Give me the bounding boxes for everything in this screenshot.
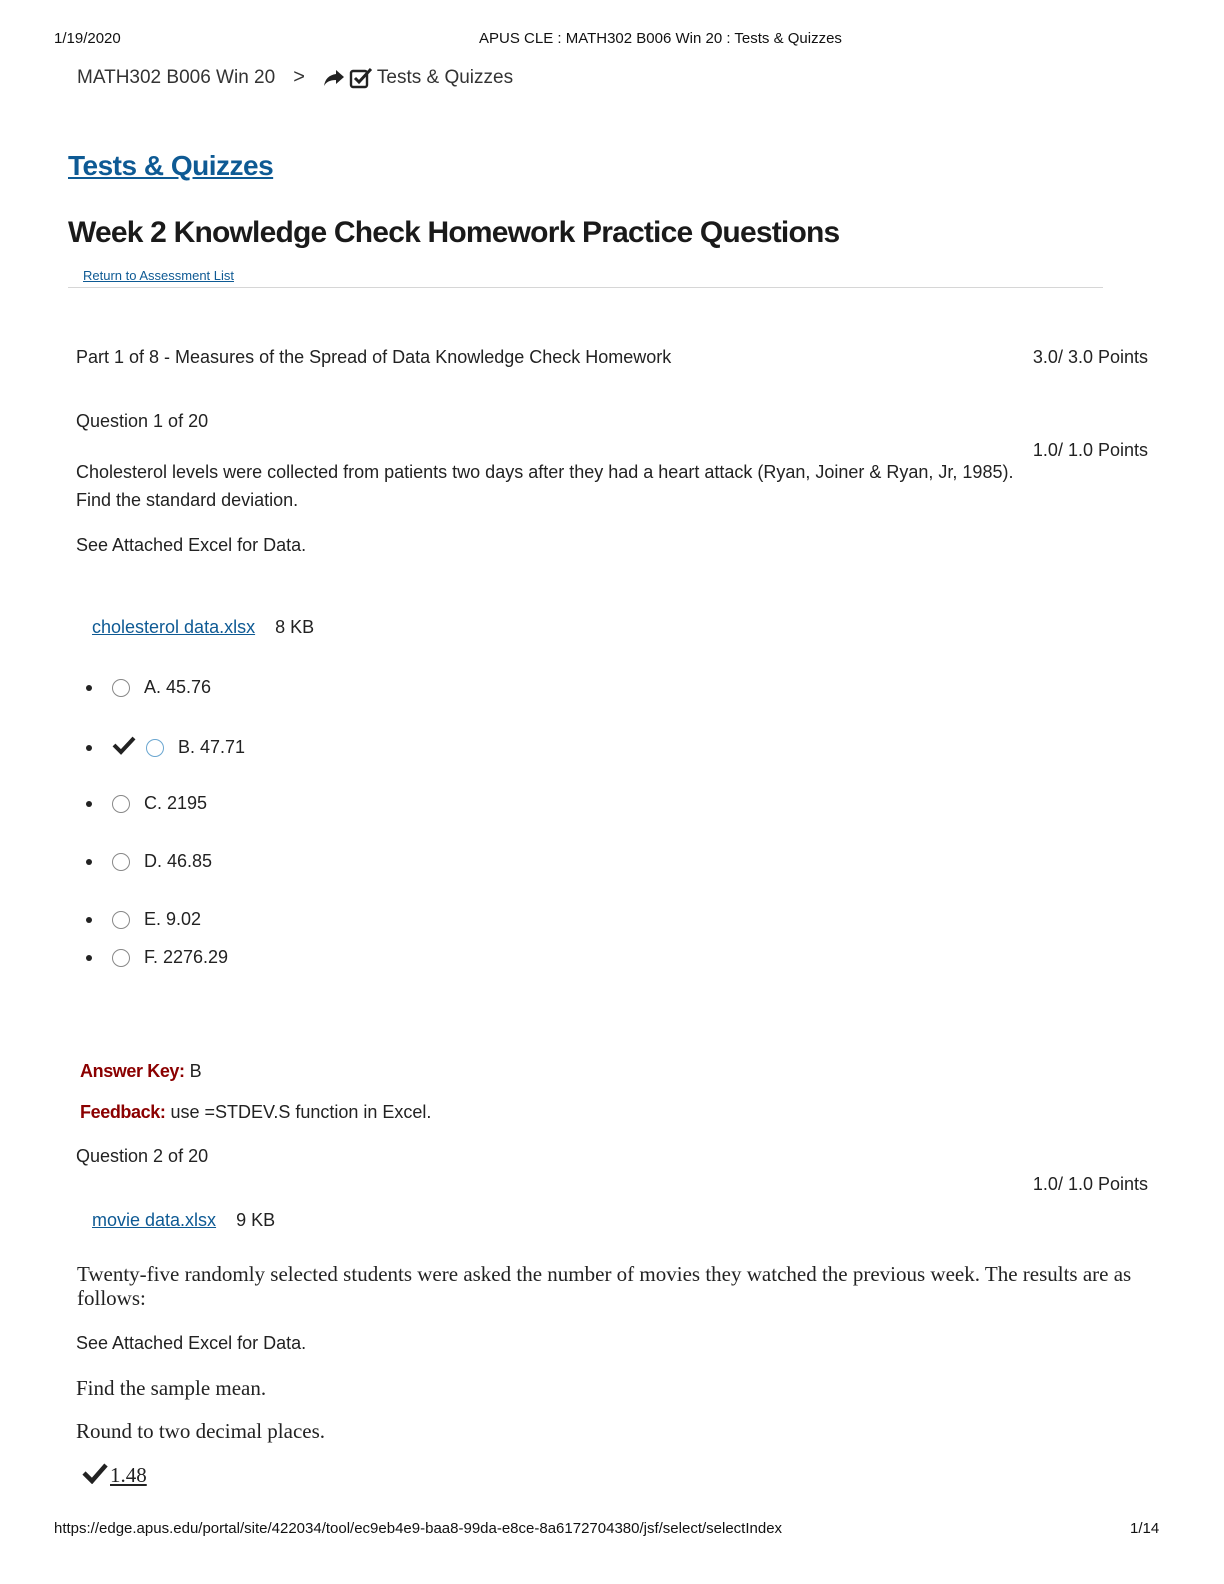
feedback-label: Feedback: — [80, 1102, 166, 1122]
feedback — [80, 1102, 431, 1123]
question-1-text — [76, 458, 1016, 514]
option-d[interactable] — [84, 851, 212, 872]
question-2-instruction-1: Find the sample mean. — [76, 1376, 267, 1400]
breadcrumb-course[interactable]: MATH302 B006 Win 20 — [77, 66, 276, 88]
radio-button[interactable] — [146, 739, 164, 757]
option-c[interactable] — [84, 793, 207, 814]
option-label: A. 45.76 — [144, 677, 212, 697]
bullet — [86, 801, 92, 807]
tests-quizzes-link[interactable]: Tests & Quizzes — [68, 150, 274, 181]
question-1-file-size: 8 KB — [275, 617, 315, 637]
option-label: C. 2195 — [144, 793, 208, 813]
answer-key-value: B — [189, 1061, 202, 1081]
breadcrumb-current: Tests & Quizzes — [376, 66, 514, 88]
question-2-see-attached: See Attached Excel for Data. — [76, 1333, 307, 1353]
radio-button[interactable] — [112, 679, 130, 697]
option-a[interactable] — [84, 677, 211, 698]
breadcrumb-separator: > — [293, 66, 305, 88]
question-2-answer-value: 1.48 — [110, 1463, 147, 1487]
print-footer-page: 1/14 — [1130, 1520, 1160, 1537]
checkbox-check-icon — [349, 67, 373, 89]
question-2-attachment — [92, 1210, 275, 1231]
print-date: 1/19/2020 — [54, 30, 121, 47]
checkmark-icon — [112, 735, 136, 760]
breadcrumb — [77, 66, 513, 89]
radio-button[interactable] — [112, 795, 130, 813]
question-2-number: Question 2 of 20 — [76, 1146, 209, 1166]
question-1-points: 1.0/ 1.0 Points — [1032, 440, 1148, 460]
print-title: APUS CLE : MATH302 B006 Win 20 : Tests & Quizzes — [479, 30, 842, 47]
question-1-see-attached: See Attached Excel for Data. — [76, 535, 307, 555]
answer-key-label: Answer Key: — [80, 1061, 185, 1081]
option-label: E. 9.02 — [144, 909, 202, 929]
option-e[interactable] — [84, 909, 201, 930]
question-1-number: Question 1 of 20 — [76, 411, 209, 431]
question-1-text-line2: Find the standard deviation. — [76, 490, 299, 510]
question-2-file-size: 9 KB — [236, 1210, 276, 1230]
question-1-text-line1: Cholesterol levels were collected from patients two days after they had a heart attack (Ryan, Joiner & Ryan, Jr, 1985). — [76, 462, 1014, 482]
feedback-value: use =STDEV.S function in Excel. — [170, 1102, 432, 1122]
radio-button[interactable] — [112, 853, 130, 871]
answer-key — [80, 1061, 202, 1082]
checkmark-icon — [82, 1462, 108, 1489]
bullet — [86, 745, 92, 751]
return-to-assessment-list-link[interactable]: Return to Assessment List — [83, 268, 235, 283]
share-arrow-icon — [323, 69, 345, 87]
question-1-file-link[interactable]: cholesterol data.xlsx — [92, 617, 256, 637]
question-2-points: 1.0/ 1.0 Points — [1032, 1174, 1148, 1194]
part-points: 3.0/ 3.0 Points — [1032, 347, 1148, 367]
question-1-attachment — [92, 617, 314, 638]
part-title: Part 1 of 8 - Measures of the Spread of Data Knowledge Check Homework — [76, 347, 672, 367]
option-f[interactable] — [84, 947, 228, 968]
option-label: F. 2276.29 — [144, 947, 229, 967]
radio-button[interactable] — [112, 949, 130, 967]
option-label: B. 47.71 — [178, 737, 246, 757]
question-2-text: Twenty-five randomly selected students were asked the number of movies they watched the previous week. The results are as follows: — [77, 1262, 1132, 1310]
option-label: D. 46.85 — [144, 851, 213, 871]
question-2-file-link[interactable]: movie data.xlsx — [92, 1210, 217, 1230]
print-footer-url: https://edge.apus.edu/portal/site/422034/tool/ec9eb4e9-baa8-99da-e8ce-8a6172704380/jsf/select/selectIndex — [54, 1520, 783, 1537]
bullet — [86, 685, 92, 691]
bullet — [86, 955, 92, 961]
question-2-answer — [82, 1462, 147, 1489]
bullet — [86, 917, 92, 923]
question-2-instruction-2: Round to two decimal places. — [76, 1419, 326, 1443]
bullet — [86, 859, 92, 865]
page-title: Week 2 Knowledge Check Homework Practice Questions — [68, 216, 840, 249]
divider — [68, 287, 1103, 288]
radio-button[interactable] — [112, 911, 130, 929]
option-b[interactable] — [84, 735, 245, 760]
